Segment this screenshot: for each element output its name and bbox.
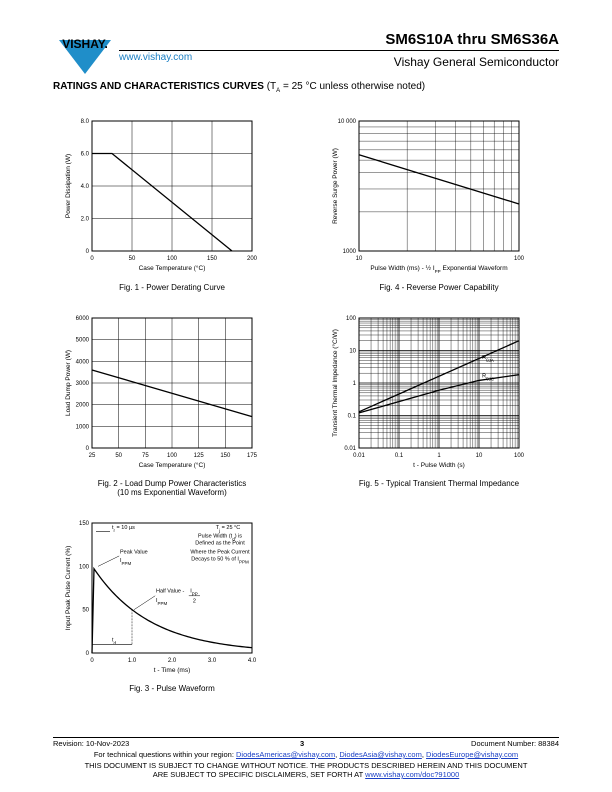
section-title: RATINGS AND CHARACTERISTICS CURVES (53, 81, 264, 92)
fig2-caption (72, 479, 272, 497)
half-value-denominator: 2 (192, 598, 196, 605)
y-tick-label: 100 (345, 316, 356, 322)
footer-notice-2-text: ARE SUBJECT TO SPECIFIC DISCLAIMERS, SET FORTH AT (152, 770, 366, 779)
y-tick-label: 4.0 (80, 184, 89, 190)
pulse-width-line-3: Where the Peak Current (190, 549, 250, 556)
y-tick-label: 8.0 (80, 119, 89, 125)
tj-label: $T_j = 25$ °C (215, 525, 241, 533)
page-title: SM6S10A thru SM6S36A (385, 31, 559, 48)
y-tick-label: 1000 (75, 424, 89, 431)
disclaimer-link[interactable]: www.vishay.com/doc?91000 (365, 770, 460, 779)
x-axis-label: Case Temperature (°C) (138, 265, 206, 272)
y-tick-label: 1000 (342, 249, 356, 255)
y-tick-label: 1 (352, 381, 356, 387)
pulse-width-line-1: Pulse Width $(t_d)$ is (197, 533, 243, 542)
y-tick-label: 0 (85, 446, 89, 452)
footer-revision: Revision: 10-Nov-2023 (53, 739, 130, 748)
y-axis-label: Reverse Surge Power (W) (332, 148, 339, 224)
x-tick-label: 0 (90, 256, 94, 262)
x-axis-label: t - Pulse Width (s) (413, 462, 465, 469)
footer-contact-prefix: For technical questions within your region: (93, 750, 236, 759)
y-tick-label: 3000 (75, 381, 89, 387)
x-tick-label: 0 (90, 658, 94, 664)
email-europe-link[interactable]: DiodesEurope@vishay.com (426, 750, 519, 759)
x-tick-label: 50 (128, 256, 136, 262)
x-tick-label: 175 (246, 453, 258, 459)
series-line-1 (359, 155, 519, 204)
y-tick-label: 2000 (75, 402, 89, 409)
y-tick-label: 2.0 (80, 216, 89, 223)
x-tick-label: 25 (88, 453, 96, 459)
x-tick-label: 0.01 (353, 453, 365, 459)
half-value-pointer (134, 596, 155, 610)
x-tick-label: 75 (141, 453, 149, 459)
x-tick-label: 100 (513, 256, 525, 262)
section-heading (53, 81, 425, 94)
fig4-caption: Fig. 4 - Reverse Power Capability (379, 283, 499, 292)
page-subtitle: Vishay General Semiconductor (393, 55, 559, 69)
half-value-symbol: $I_{PPM}$ (156, 597, 168, 606)
footer-page-number: 3 (300, 739, 305, 748)
fig1-caption: Fig. 1 - Power Derating Curve (119, 283, 225, 292)
y-axis-label: Input Peak Pulse Current (%) (65, 545, 72, 631)
x-tick-label: 0.1 (394, 453, 404, 459)
footer-sep-1: , (335, 750, 340, 759)
half-value-numerator: $I_{PP}$ (190, 588, 198, 596)
series-label-rthja: $R_{\theta JA}$ (482, 354, 494, 363)
x-tick-label: 100 (513, 453, 525, 459)
section-cond-open: (T (266, 81, 277, 92)
footer-docnum: Document Number: 88384 (471, 739, 559, 748)
fig3-caption: Fig. 3 - Pulse Waveform (129, 684, 215, 693)
vishay-logo (53, 20, 117, 76)
x-tick-label: 200 (246, 256, 258, 262)
series-line-1 (92, 154, 232, 252)
y-tick-label: 0 (85, 651, 89, 657)
y-axis-label: Power Dissipation (W) (65, 153, 72, 219)
x-tick-label: 10 (355, 256, 363, 262)
y-tick-label: 100 (78, 564, 89, 571)
x-tick-label: 1.0 (127, 658, 137, 664)
email-americas-link[interactable]: DiodesAmericas@vishay.com (236, 750, 336, 759)
logo-text: VISHAY. (62, 37, 108, 51)
peak-value-symbol: $I_{PPM}$ (120, 558, 132, 566)
fig4-chart (327, 116, 527, 274)
x-tick-label: 100 (166, 453, 178, 459)
y-axis-label: Transient Thermal Impedance (°C/W) (332, 329, 339, 437)
y-tick-label: 6000 (75, 316, 89, 322)
y-tick-label: 10 (349, 348, 356, 355)
pulse-width-line-4: Decays to 50 % of $I_{PPM}$ (191, 556, 249, 564)
tr-label: $t_r = 10$ µs (112, 525, 135, 533)
x-axis-label: Case Temperature (°C) (138, 462, 206, 469)
y-tick-label: 4000 (75, 359, 89, 366)
y-tick-label: 5000 (75, 337, 89, 344)
y-tick-label: 10 000 (337, 119, 356, 125)
fig2-caption-line1: Fig. 2 - Load Dump Power Characteristics (97, 479, 247, 488)
x-tick-label: 150 (206, 256, 218, 262)
fig5-caption: Fig. 5 - Typical Transient Thermal Impedance (358, 479, 520, 488)
site-link[interactable]: www.vishay.com (119, 52, 193, 63)
footer-rule (53, 737, 559, 738)
x-tick-label: 125 (193, 453, 204, 459)
footer-notice-1: THIS DOCUMENT IS SUBJECT TO CHANGE WITHOUT NOTICE. THE PRODUCTS DESCRIBED HEREIN AND THIS DOCUMENT (84, 761, 528, 770)
footer-notice-2 (0, 770, 612, 779)
fig5-chart (327, 313, 527, 468)
fig3-chart (60, 518, 260, 678)
fig1-chart (60, 116, 260, 271)
x-tick-label: 4.0 (247, 658, 257, 664)
half-value-label: Half Value - (156, 588, 185, 595)
series-label-rthjc: $R_{\theta JC}$ (482, 373, 495, 381)
section-cond-sub: A (276, 88, 281, 94)
fig2-chart (60, 313, 260, 468)
plot-frame (359, 121, 519, 251)
y-tick-label: 0.1 (347, 413, 356, 420)
y-axis-label: Load Dump Power (W) (65, 349, 72, 417)
footer-sep-2: , (421, 750, 427, 759)
peak-value-pointer (98, 556, 119, 566)
section-cond-rest: = 25 °C unless otherwise noted) (280, 81, 426, 92)
header-rule (119, 50, 559, 51)
x-tick-label: 2.0 (167, 658, 177, 664)
td-label: $t_d$ (111, 637, 117, 646)
y-tick-label: 0 (85, 249, 89, 255)
footer-contact (0, 750, 612, 759)
email-asia-link[interactable]: DiodesAsia@vishay.com (339, 750, 422, 759)
y-tick-label: 6.0 (80, 151, 89, 158)
x-tick-label: 3.0 (207, 658, 217, 664)
x-tick-label: 150 (220, 453, 231, 459)
pulse-width-line-2: Defined as the Point (195, 540, 245, 547)
peak-value-label: Peak Value (120, 549, 148, 556)
x-tick-label: 10 (475, 453, 483, 459)
x-tick-label: 50 (115, 453, 123, 459)
x-tick-label: 100 (166, 256, 178, 262)
y-tick-label: 150 (78, 521, 89, 527)
y-tick-label: 50 (82, 607, 89, 614)
y-tick-label: 0.01 (344, 446, 356, 452)
x-tick-label: 1 (437, 453, 441, 459)
x-axis-label: Pulse Width (ms) - ½ $I_{PP}$ Exponential Waveform (370, 265, 508, 274)
fig2-caption-line2: (10 ms Exponential Waveform) (117, 488, 227, 497)
x-axis-label: t - Time (ms) (153, 667, 191, 674)
